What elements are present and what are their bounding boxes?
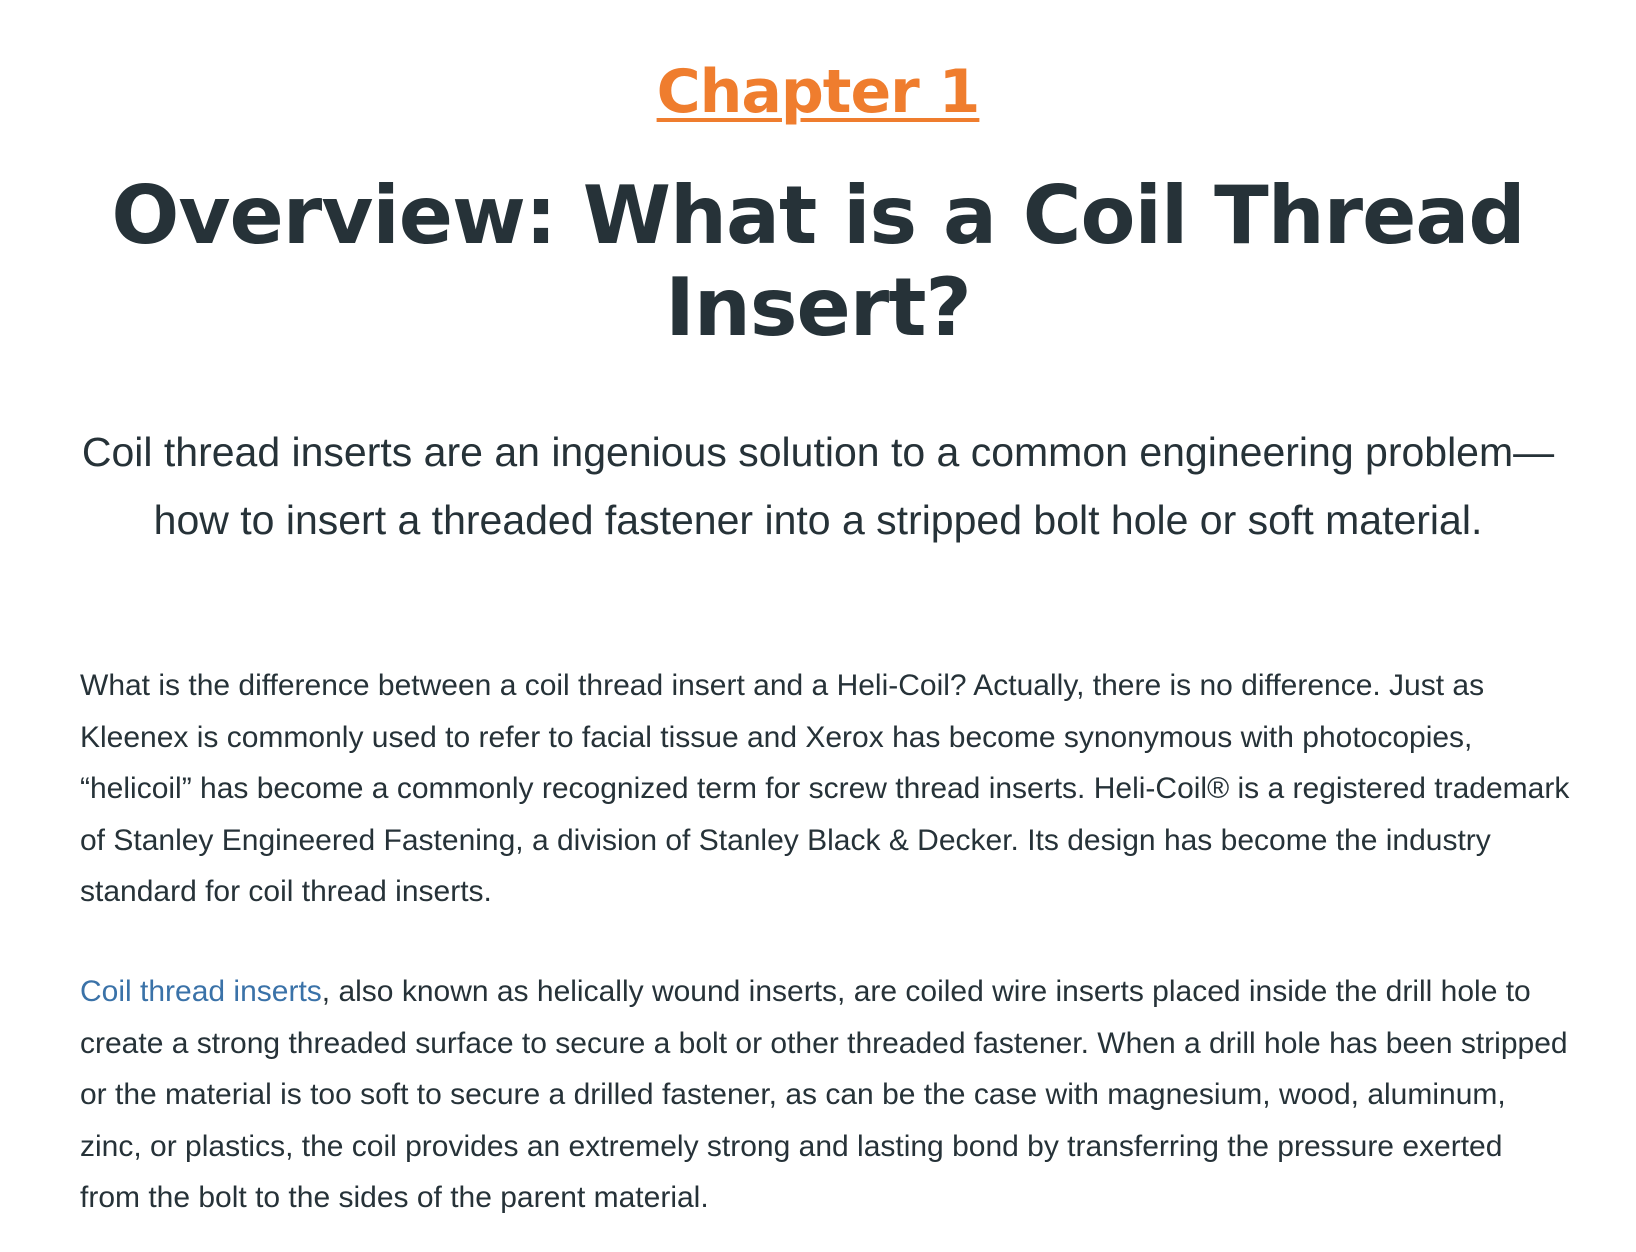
body-paragraph-2 [80,966,1570,1224]
body-paragraph-2-text: , also known as helically wound inserts, are coiled wire inserts placed inside the drill hole to create a strong threaded surface to secure a bolt or other threaded fastener. When a drill hole has been stripped or the material is too soft to secure a drilled fastener, as can be the case with magnesium, wood, aluminum, zinc, or plastics, the coil provides an extremely strong and lasting bond by transferring the pressure exerted from the bolt to the sides of the parent material. [80,975,1568,1214]
page-title: Overview: What is a Coil Thread Insert? [111,169,1525,354]
chapter-heading [0,52,1636,132]
coil-thread-inserts-link[interactable]: Coil thread inserts [80,975,322,1008]
lead-paragraph: Coil thread inserts are an ingenious solution to a common engineering problem—how to insert a threaded fastener into a stripped bolt hole or soft material. [81,429,1555,543]
body-paragraph-1: What is the difference between a coil thread insert and a Heli-Coil? Actually, there is no difference. Just as Kleenex is commonly used to refer to facial tissue and Xerox has become synonymous with photocopies, “helicoil” has become a commonly recognized term for screw thread inserts. Heli-Coil® is a registered trademark of Stanley Engineered Fastening, a division of Stanley Black & Decker. Its design has become the industry standard for coil thread inserts. [80,669,1570,908]
chapter-link[interactable]: Chapter 1 [656,57,980,127]
